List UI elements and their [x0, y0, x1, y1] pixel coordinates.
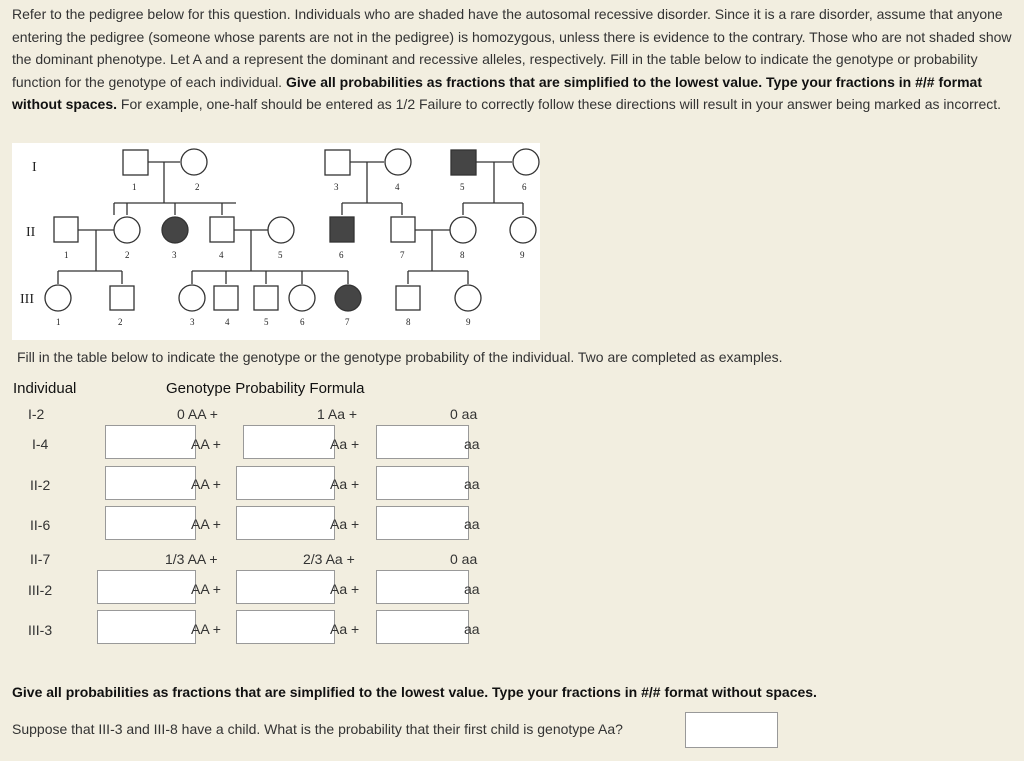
individual-number: 1 [56, 317, 61, 327]
AA-suffix: AA + [191, 621, 221, 637]
individual-number: 4 [395, 182, 400, 192]
Aa-suffix: Aa + [330, 621, 360, 637]
row-label: II-2 [30, 477, 51, 493]
individual-number: 6 [522, 182, 527, 192]
male-symbol [110, 286, 134, 310]
male-symbol [396, 286, 420, 310]
male-symbol [54, 217, 78, 242]
individual-number: 4 [219, 250, 224, 260]
individual-number: 4 [225, 317, 230, 327]
row-label: II-6 [30, 517, 51, 533]
genotype-AA-value: 1/3 AA + [165, 551, 218, 567]
aa-probability-input[interactable] [376, 506, 469, 540]
answer-input[interactable] [685, 712, 778, 748]
individual-number: 2 [125, 250, 130, 260]
individual-number: 5 [278, 250, 283, 260]
fraction-format-note: Give all probabilities as fractions that are simplified to the lowest value. Type your fractions in #/# format without spaces. [12, 684, 817, 700]
aa-suffix: aa [464, 516, 480, 532]
generation-label: II [26, 225, 36, 240]
Aa-probability-input[interactable] [236, 570, 335, 604]
genotype-aa-value: 0 aa [450, 551, 478, 567]
female-symbol [289, 285, 315, 311]
individual-number: 2 [118, 317, 123, 327]
female-symbol [510, 217, 536, 243]
header-individual: Individual [13, 380, 77, 397]
male-symbol [123, 150, 148, 175]
female-symbol [268, 217, 294, 243]
AA-probability-input[interactable] [105, 425, 196, 459]
individual-number: 8 [406, 317, 411, 327]
AA-suffix: AA + [191, 581, 221, 597]
AA-probability-input[interactable] [97, 610, 196, 644]
genotype-aa-value: 0 aa [450, 406, 478, 422]
aa-suffix: aa [464, 581, 480, 597]
individual-number: 1 [132, 182, 137, 192]
affected-female-symbol [162, 217, 188, 243]
individual-number: 9 [466, 317, 471, 327]
aa-suffix: aa [464, 621, 480, 637]
Aa-suffix: Aa + [330, 436, 360, 452]
individual-number: 8 [460, 250, 465, 260]
row-label: III-3 [28, 622, 53, 638]
male-symbol [214, 286, 238, 310]
AA-suffix: AA + [191, 516, 221, 532]
row-label: I-4 [32, 436, 49, 452]
male-symbol [391, 217, 415, 242]
aa-suffix: aa [464, 436, 480, 452]
AA-suffix: AA + [191, 476, 221, 492]
individual-number: 7 [400, 250, 405, 260]
Aa-suffix: Aa + [330, 581, 360, 597]
Aa-probability-input[interactable] [236, 466, 335, 500]
table-instructions: Fill in the table below to indicate the genotype or the genotype probability of the individual. Two are completed as examples. [17, 349, 783, 365]
female-symbol [45, 285, 71, 311]
individual-number: 7 [345, 317, 350, 327]
AA-probability-input[interactable] [105, 466, 196, 500]
aa-suffix: aa [464, 476, 480, 492]
female-symbol [179, 285, 205, 311]
individual-number: 6 [339, 250, 344, 260]
aa-probability-input[interactable] [376, 570, 469, 604]
row-label: II-7 [30, 551, 51, 567]
individual-number: 3 [172, 250, 177, 260]
question-text: Suppose that III-3 and III-8 have a child. What is the probability that their first child is genotype Aa? [12, 721, 623, 737]
AA-suffix: AA + [191, 436, 221, 452]
Aa-probability-input[interactable] [243, 425, 335, 459]
row-label: I-2 [28, 406, 45, 422]
affected-male-symbol [330, 217, 354, 242]
individual-number: 5 [264, 317, 269, 327]
Aa-probability-input[interactable] [236, 506, 335, 540]
AA-probability-input[interactable] [97, 570, 196, 604]
pedigree-diagram [12, 143, 540, 340]
instructions-paragraph: Refer to the pedigree below for this question. Individuals who are shaded have the autosomal recessive disorder. Since it is a rare disorder, assume that anyone entering the pedigree (someone whose parents are not in the pedigree) is homozygous, unless there is evidence to the contrary. Those who are not shaded show the dominant phenotype. Let A and a represent the dominant and recessive alleles, respectively. Fill in the table below to indicate the genotype or probability function for the genotype of each individual. Give all probabilities as fractions that are simplified to the lowest value. Type your fractions in #/# format without spaces. For example, one-half should be entered as 1/2 Failure to correctly follow these directions will result in your answer being marked as incorrect. [12, 6, 1012, 113]
pedigree-chart [12, 143, 540, 340]
affected-male-symbol [451, 150, 476, 175]
aa-probability-input[interactable] [376, 425, 469, 459]
male-symbol [254, 286, 278, 310]
individual-number: 1 [64, 250, 69, 260]
male-symbol [325, 150, 350, 175]
female-symbol [455, 285, 481, 311]
affected-female-symbol [335, 285, 361, 311]
individual-number: 2 [195, 182, 200, 192]
individual-number: 3 [190, 317, 195, 327]
individual-number: 9 [520, 250, 525, 260]
male-symbol [210, 217, 234, 242]
Aa-suffix: Aa + [330, 516, 360, 532]
Aa-probability-input[interactable] [236, 610, 335, 644]
individual-number: 3 [334, 182, 339, 192]
generation-label: I [32, 160, 37, 175]
aa-probability-input[interactable] [376, 466, 469, 500]
female-symbol [513, 149, 539, 175]
genotype-Aa-value: 1 Aa + [317, 406, 358, 422]
Aa-suffix: Aa + [330, 476, 360, 492]
individual-number: 6 [300, 317, 305, 327]
female-symbol [114, 217, 140, 243]
female-symbol [385, 149, 411, 175]
aa-probability-input[interactable] [376, 610, 469, 644]
female-symbol [181, 149, 207, 175]
row-label: III-2 [28, 582, 53, 598]
AA-probability-input[interactable] [105, 506, 196, 540]
individual-number: 5 [460, 182, 465, 192]
header-genotype: Genotype Probability Formula [166, 380, 365, 397]
genotype-Aa-value: 2/3 Aa + [303, 551, 355, 567]
generation-label: III [20, 292, 34, 307]
genotype-AA-value: 0 AA + [177, 406, 218, 422]
female-symbol [450, 217, 476, 243]
